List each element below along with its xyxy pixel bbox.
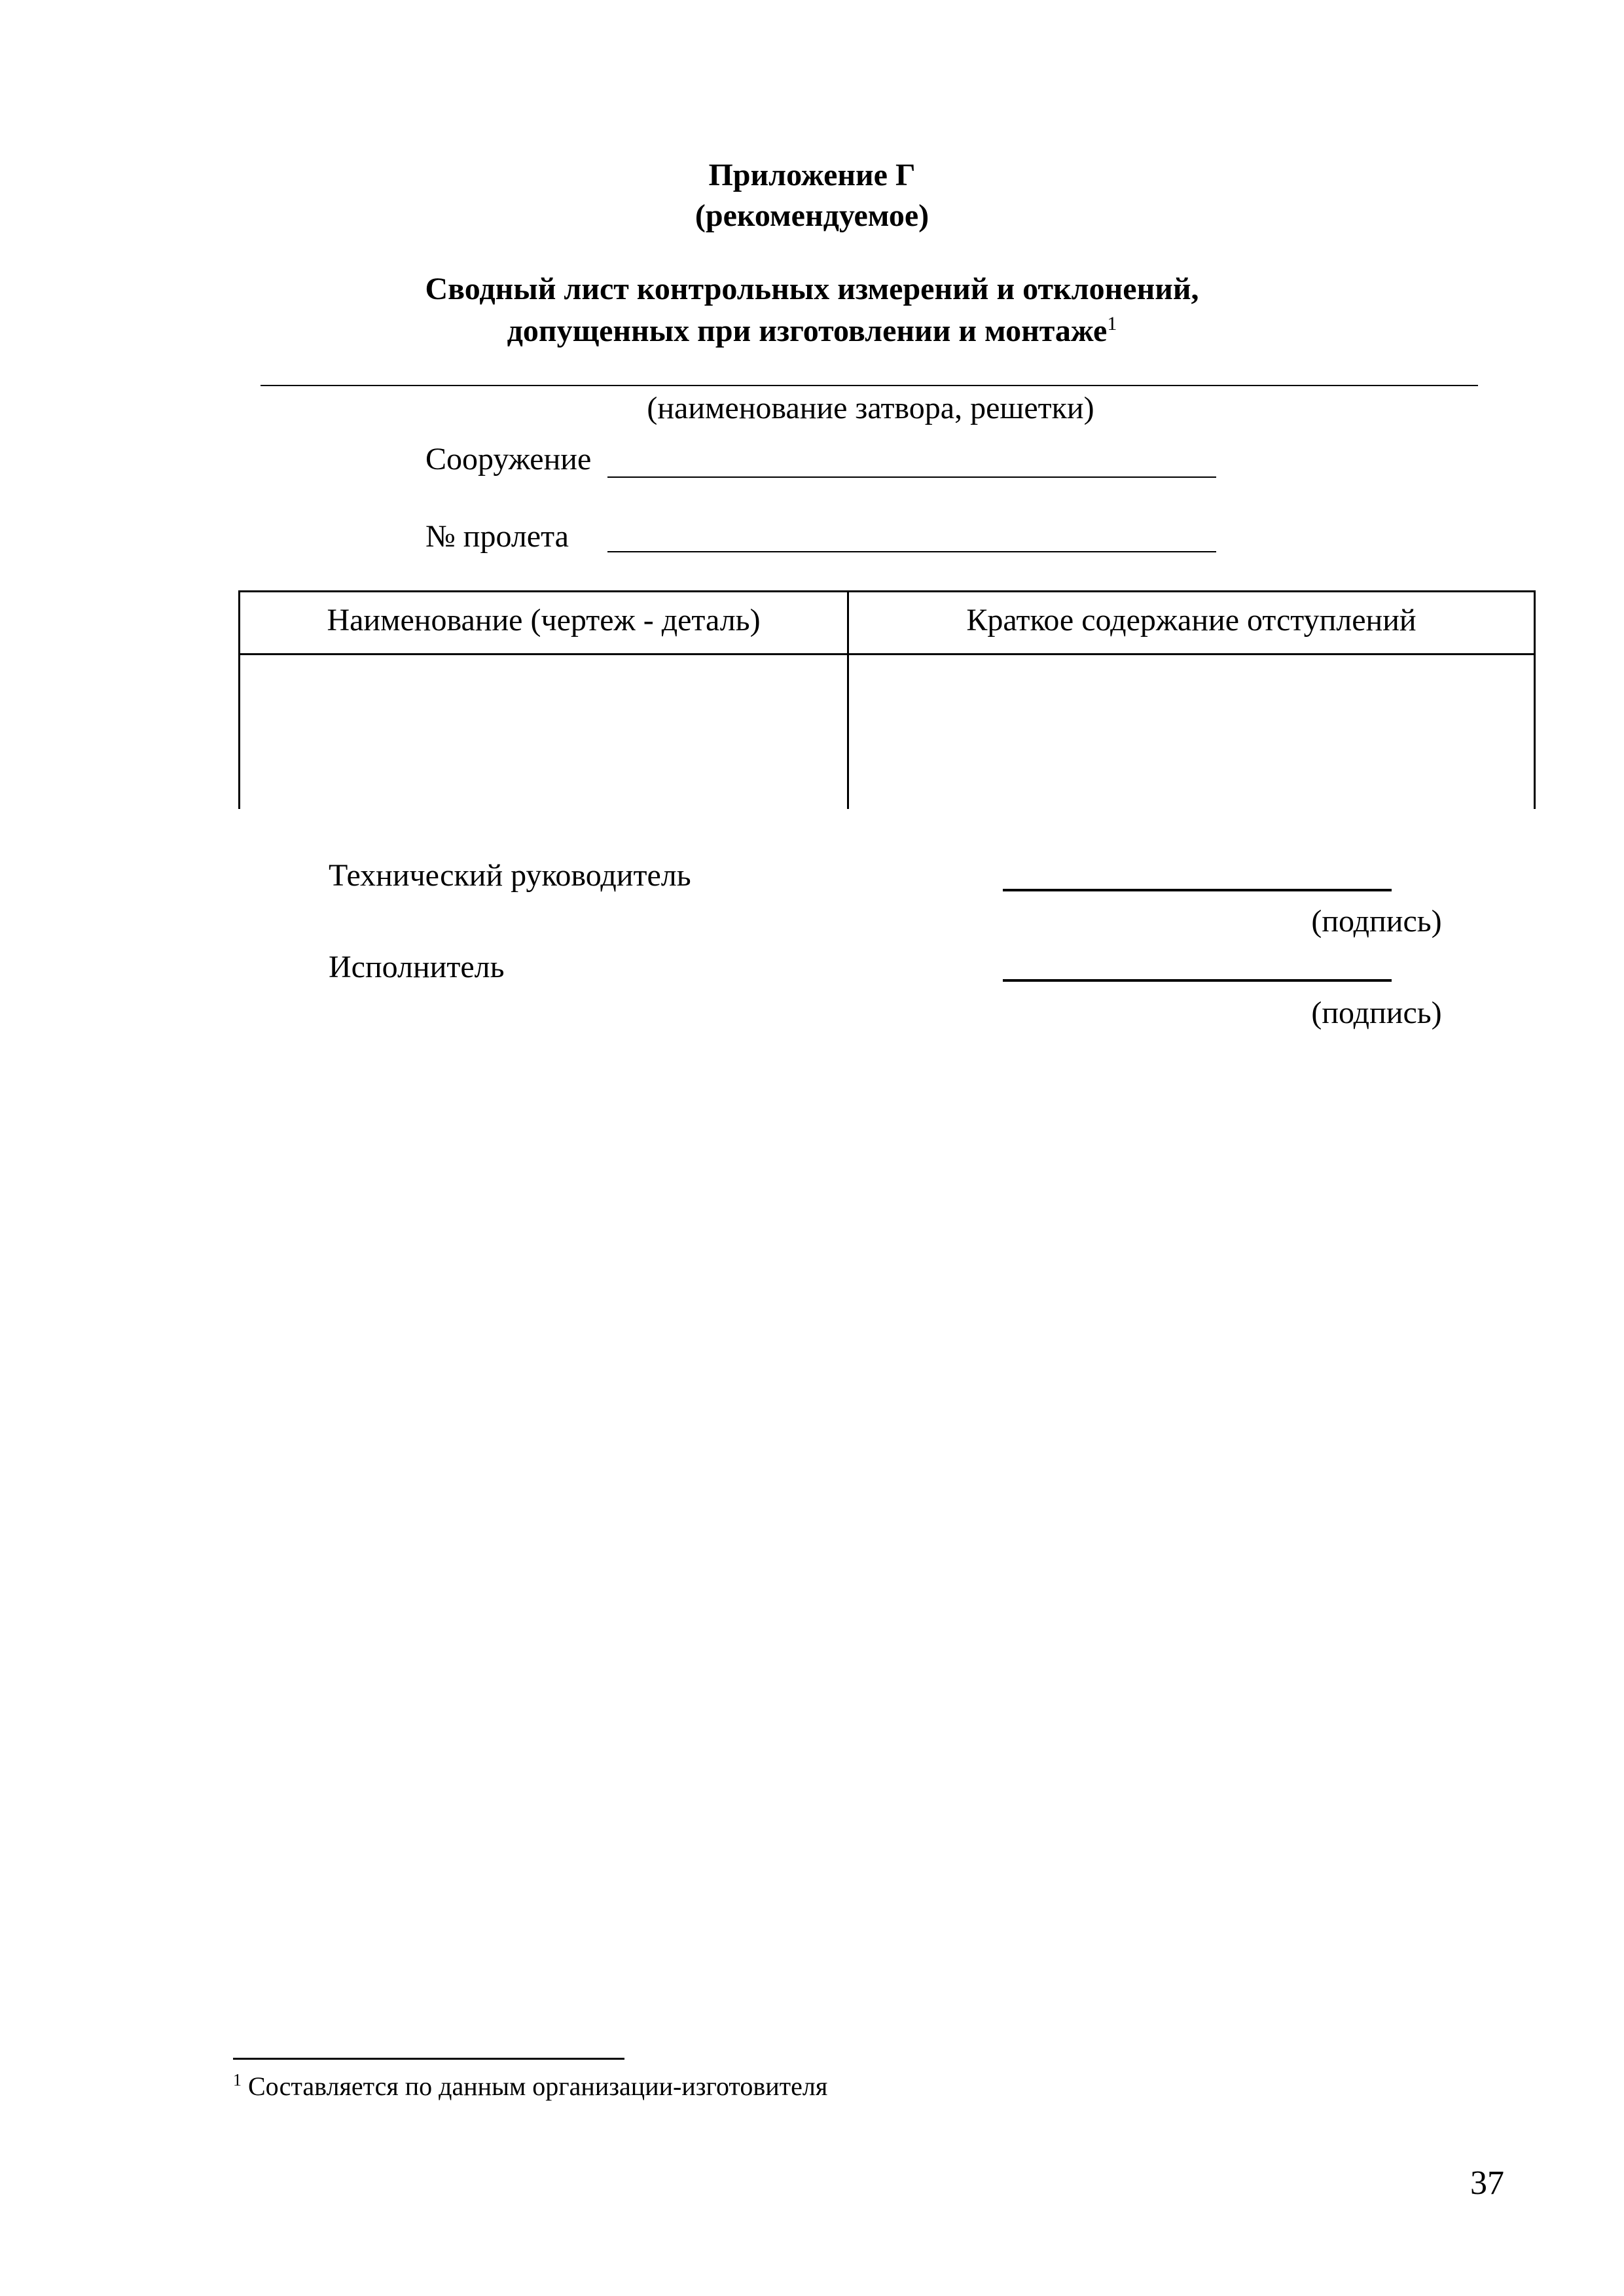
- tech-lead-label: Технический руководитель: [329, 858, 691, 893]
- footnote-separator: [233, 2058, 624, 2060]
- structure-field-line[interactable]: [607, 476, 1216, 478]
- table-header-name: Наименование (чертеж - деталь): [327, 603, 761, 637]
- executor-label: Исполнитель: [329, 950, 505, 984]
- span-label: № пролета: [425, 519, 569, 554]
- appendix-note: (рекомендуемое): [695, 198, 929, 233]
- table-cell-deviations[interactable]: [849, 655, 1532, 809]
- tech-lead-signature-caption: (подпись): [1311, 904, 1442, 939]
- table-header-deviations: Краткое содержание отступлений: [966, 603, 1416, 637]
- span-field-line[interactable]: [607, 551, 1216, 552]
- document-title-line2: [0, 312, 1624, 351]
- footnote: [233, 2068, 827, 2105]
- title-line2-text: допущенных при изготовлении и монтаже: [507, 314, 1108, 348]
- appendix-title: Приложение Г: [708, 158, 916, 192]
- table-cell-name[interactable]: [240, 655, 846, 809]
- table-right-border: [1534, 590, 1536, 809]
- executor-signature-caption: (подпись): [1311, 996, 1442, 1030]
- name-caption: (наименование затвора, решетки): [647, 391, 1094, 425]
- page-number: 37: [1470, 2164, 1504, 2202]
- table-top-border: [238, 590, 1536, 592]
- document-title-line1: Сводный лист контрольных измерений и отклонений,: [425, 272, 1199, 306]
- tech-lead-signature-line[interactable]: [1003, 889, 1392, 891]
- footnote-mark: 1: [233, 2070, 242, 2090]
- title-footnote-mark: 1: [1107, 313, 1117, 334]
- name-underline: [261, 385, 1478, 386]
- footnote-text: Составляется по данным организации-изготовителя: [248, 2072, 828, 2101]
- structure-label: Сооружение: [425, 442, 592, 476]
- executor-signature-line[interactable]: [1003, 979, 1392, 982]
